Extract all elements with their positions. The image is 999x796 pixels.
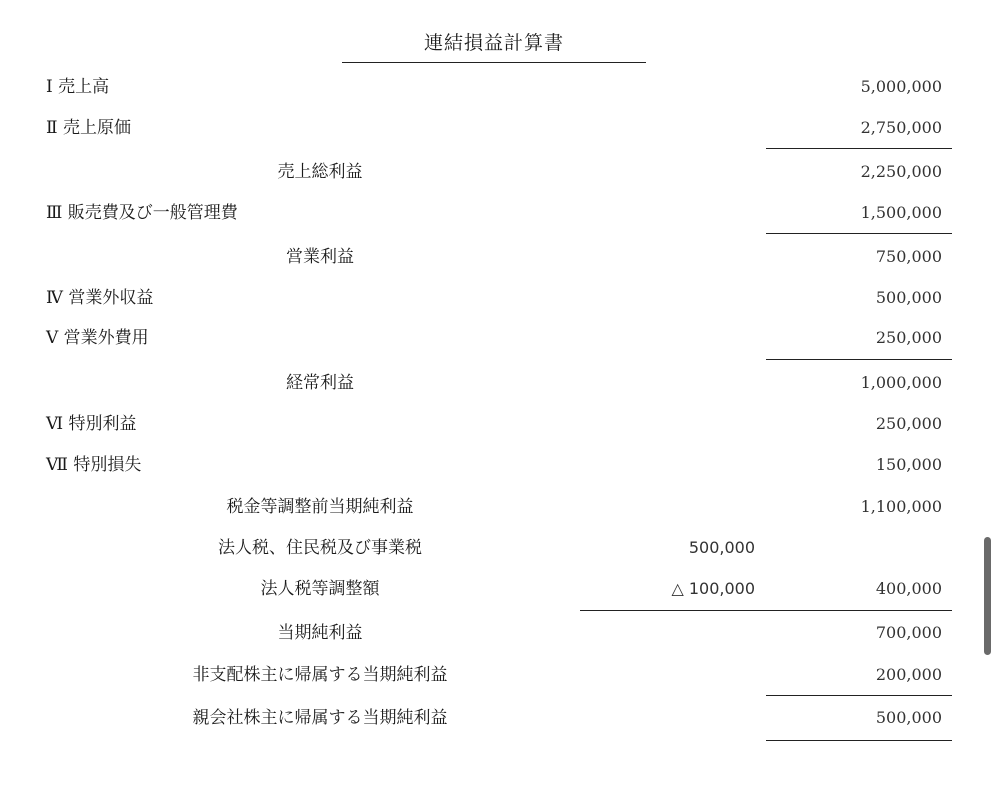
row-label: Ⅴ 営業外費用 [46,328,149,348]
row-amount: 250,000 [875,414,942,433]
subtotal-rule [766,695,952,696]
row-label: 法人税等調整額 [260,579,380,599]
row-amount: 5,000,000 [860,77,942,96]
statement-row-sga [0,197,999,229]
row-amount: 150,000 [875,455,942,474]
subtotal-rule [766,359,952,360]
row-amount: 1,500,000 [860,203,942,222]
statement-row-sales [0,71,999,103]
row-label: 親会社株主に帰属する当期純利益 [192,708,448,728]
row-label: Ⅲ 販売費及び一般管理費 [46,203,238,223]
row-label: Ⅳ 営業外収益 [46,288,154,308]
statement-row-gross-profit [0,156,999,188]
row-label: 経常利益 [286,373,354,393]
row-amount: 1,000,000 [860,373,942,392]
row-amount: 2,750,000 [860,118,942,137]
row-label: 非支配株主に帰属する当期純利益 [192,665,448,685]
subtotal-rule [766,233,952,234]
row-label: Ⅱ 売上原価 [46,118,131,138]
row-amount: 250,000 [875,328,942,347]
row-amount: 2,250,000 [860,162,942,181]
row-amount: 1,100,000 [860,497,942,516]
row-label: 営業利益 [286,247,354,267]
statement-row-non-operating-expenses [0,322,999,354]
row-label: Ⅶ 特別損失 [46,455,142,475]
row-amount: 500,000 [875,288,942,307]
statement-row-ordinary-profit [0,367,999,399]
vertical-scrollbar[interactable] [984,537,991,655]
statement-row-income-taxes-current [0,532,999,564]
row-label: 税金等調整前当期純利益 [226,497,414,517]
statement-row-net-income [0,617,999,649]
row-sub-amount: 500,000 [688,538,755,557]
statement-row-parent-income [0,702,999,734]
statement-title: 連結損益計算書 [342,26,646,63]
statement-row-non-operating-income [0,282,999,314]
total-rule [766,740,952,741]
statement-row-noncontrolling-income [0,659,999,691]
row-label: 当期純利益 [277,623,363,643]
row-label: 法人税、住民税及び事業税 [218,538,422,558]
row-label: Ⅵ 特別利益 [46,414,137,434]
statement-row-income-before-taxes [0,491,999,523]
row-amount: 750,000 [875,247,942,266]
row-amount: 200,000 [875,665,942,684]
row-amount: 500,000 [875,708,942,727]
statement-row-extraordinary-income [0,408,999,440]
row-amount: 400,000 [875,579,942,598]
statement-row-operating-profit [0,241,999,273]
subtotal-rule [766,148,952,149]
statement-row-cost-of-sales [0,112,999,144]
row-label: Ⅰ 売上高 [46,77,110,97]
row-amount: 700,000 [875,623,942,642]
subtotal-rule [580,610,952,611]
row-sub-amount: △ 100,000 [671,579,755,598]
row-label: 売上総利益 [277,162,363,182]
statement-row-income-taxes-deferred [0,573,999,605]
statement-row-extraordinary-loss [0,449,999,481]
